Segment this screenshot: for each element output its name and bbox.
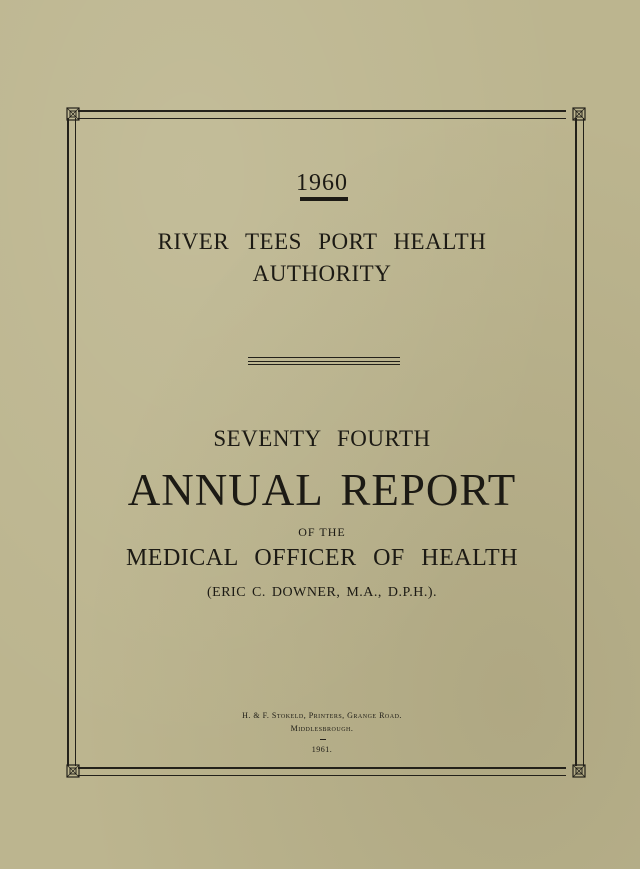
separator-rule <box>248 357 400 358</box>
report-title: ANNUAL REPORT <box>127 465 517 515</box>
author-credit: (ERIC C. DOWNER, M.A., D.P.H.). <box>207 585 437 600</box>
year-underline <box>300 197 348 201</box>
printer-location: Middlesbrough. <box>290 724 354 733</box>
ornamental-corner-icon <box>66 107 80 121</box>
report-year: 1960 <box>296 170 348 196</box>
authority-name-line2: AUTHORITY <box>252 261 392 286</box>
ornamental-corner-icon <box>572 107 586 121</box>
frame-top-rule <box>78 110 566 119</box>
frame-bottom-rule <box>78 767 566 776</box>
ornamental-corner-icon <box>572 764 586 778</box>
officer-title: MEDICAL OFFICER OF HEALTH <box>125 545 519 571</box>
publication-year: 1961. <box>311 745 333 754</box>
ornamental-corner-icon <box>66 764 80 778</box>
separator-rule <box>248 361 400 362</box>
frame-right-rule <box>575 118 584 766</box>
report-ordinal: SEVENTY FOURTH <box>213 426 431 451</box>
imprint-dash <box>320 739 326 740</box>
authority-name-line1: RIVER TEES PORT HEALTH <box>157 229 487 254</box>
of-the-connector: OF THE <box>298 525 346 539</box>
separator-rule <box>248 364 400 365</box>
printer-imprint: H. & F. Stokeld, Printers, Grange Road. <box>242 711 402 720</box>
